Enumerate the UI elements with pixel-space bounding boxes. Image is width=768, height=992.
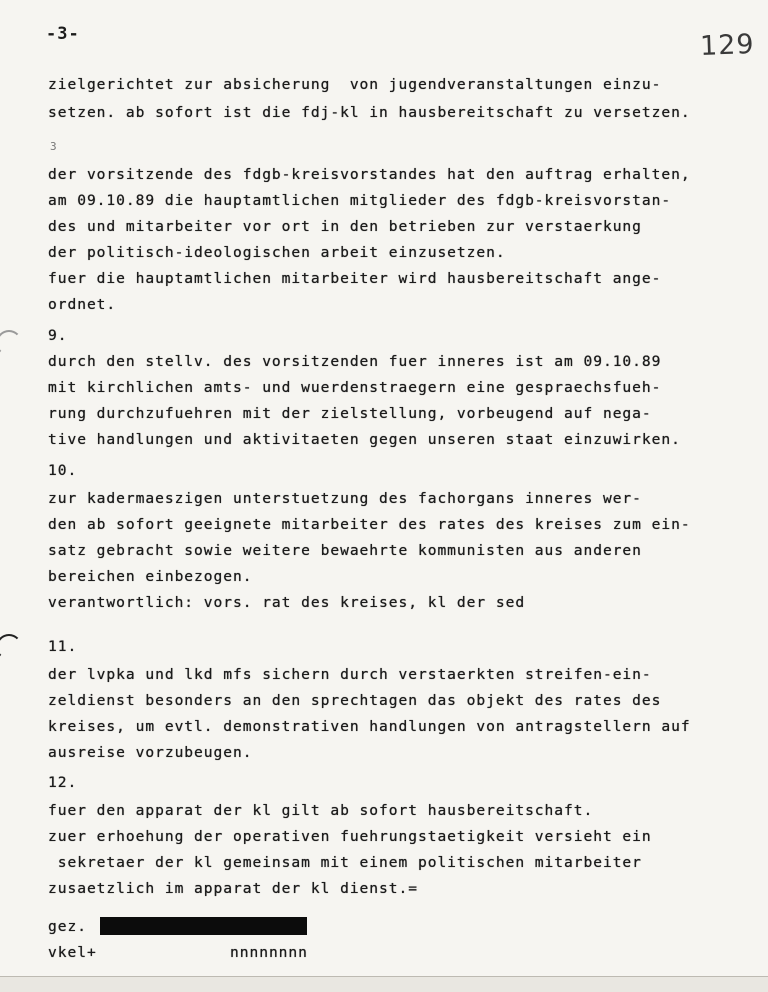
section-number-10: 10. bbox=[48, 462, 78, 479]
text-line: fuer den apparat der kl gilt ab sofort hausbereitschaft. bbox=[48, 802, 594, 819]
text-line: zuer erhoehung der operativen fuehrungstaetigkeit versieht ein bbox=[48, 828, 652, 845]
text-line: am 09.10.89 die hauptamtlichen mitglieder des fdgb-kreisvorstan- bbox=[48, 192, 672, 209]
text-line: zeldienst besonders an den sprechtagen das objekt des rates des bbox=[48, 692, 662, 709]
page-edge bbox=[0, 976, 768, 992]
section-number-9: 9. bbox=[48, 327, 68, 344]
page-number: -3- bbox=[46, 24, 80, 44]
text-line: setzen. ab sofort ist die fdj-kl in hausbereitschaft zu versetzen. bbox=[48, 104, 691, 121]
text-line: zielgerichtet zur absicherung von jugendveranstaltungen einzu- bbox=[48, 76, 662, 93]
punch-hole bbox=[0, 634, 22, 660]
text-line: rung durchzufuehren mit der zielstellung, vorbeugend auf nega- bbox=[48, 405, 652, 422]
text-line: zusaetzlich im apparat der kl dienst.= bbox=[48, 880, 418, 897]
text-line: kreises, um evtl. demonstrativen handlungen von antragstellern auf bbox=[48, 718, 691, 735]
text-line: mit kirchlichen amts- und wuerdenstraegern eine gespraechsfueh- bbox=[48, 379, 662, 396]
stray-mark: 3 bbox=[50, 140, 57, 153]
text-line: tive handlungen und aktivitaeten gegen unseren staat einzuwirken. bbox=[48, 431, 681, 448]
text-line: ausreise vorzubeugen. bbox=[48, 744, 253, 761]
text-line: des und mitarbeiter vor ort in den betrieben zur verstaerkung bbox=[48, 218, 642, 235]
text-line: satz gebracht sowie weitere bewaehrte kommunisten aus anderen bbox=[48, 542, 642, 559]
text-line: verantwortlich: vors. rat des kreises, kl der sed bbox=[48, 594, 526, 611]
text-line: fuer die hauptamtlichen mitarbeiter wird hausbereitschaft ange- bbox=[48, 270, 662, 287]
text-line: zur kadermaeszigen unterstuetzung des fachorgans inneres wer- bbox=[48, 490, 642, 507]
signature-label: gez. bbox=[48, 918, 87, 935]
text-line: der vorsitzende des fdgb-kreisvorstandes hat den auftrag erhalten, bbox=[48, 166, 691, 183]
text-line: ordnet. bbox=[48, 296, 117, 313]
redaction-bar bbox=[100, 917, 307, 935]
text-line: sekretaer der kl gemeinsam mit einem politischen mitarbeiter bbox=[48, 854, 642, 871]
text-line: der politisch-ideologischen arbeit einzusetzen. bbox=[48, 244, 506, 261]
text-line: der lvpka und lkd mfs sichern durch verstaerkten streifen-ein- bbox=[48, 666, 652, 683]
sender-code: vkel+ bbox=[48, 944, 97, 961]
text-line: bereichen einbezogen. bbox=[48, 568, 253, 585]
handwritten-folio-number: 129 bbox=[699, 29, 756, 62]
section-number-12: 12. bbox=[48, 774, 78, 791]
text-line: den ab sofort geeignete mitarbeiter des rates des kreises zum ein- bbox=[48, 516, 691, 533]
text-line: durch den stellv. des vorsitzenden fuer inneres ist am 09.10.89 bbox=[48, 353, 662, 370]
punch-hole bbox=[0, 330, 22, 356]
end-marker: nnnnnnnn bbox=[230, 944, 308, 961]
section-number-11: 11. bbox=[48, 638, 78, 655]
